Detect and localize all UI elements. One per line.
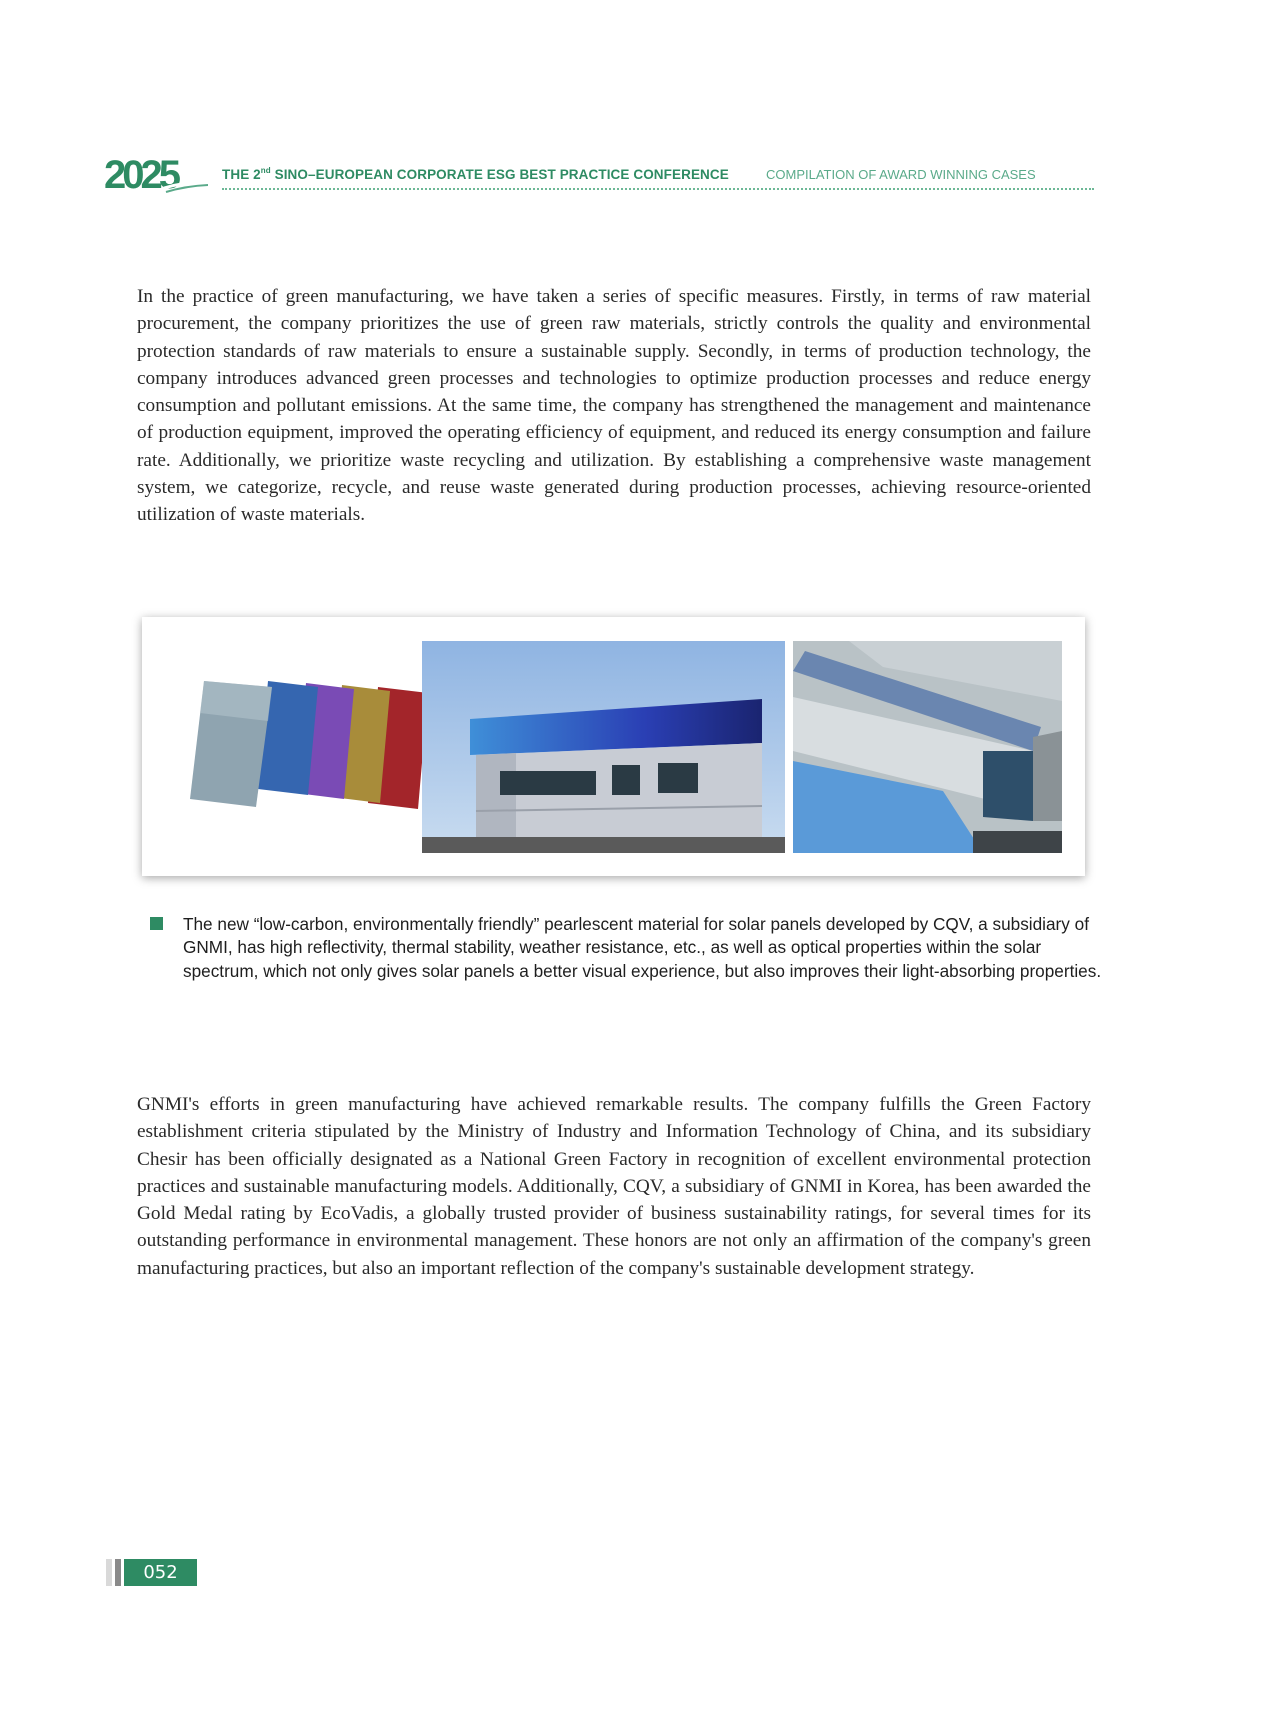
caption-text: The new “low-carbon, environmentally friendly” pearlescent material for solar panels developed by CQV, a subsidiary of GNMI, has high reflectivity, thermal stability, weather resistance, etc., as well as optical properties within the solar spectrum, which not only gives solar panels a better visual experience, but also improves their light-absorbing properties. [183,914,1102,981]
solar-panels-image [156,641,422,853]
page-number-stripe-dark [115,1559,121,1586]
body-paragraph-2: GNMI's efforts in green manufacturing have achieved remarkable results. The company fulfills the Green Factory establishment criteria stipulated by the Ministry of Industry and Information Technology of China, and its subsidiary Chesir has been officially designated as a National Green Factory in recognition of excellent environmental protection practices and sustainable manufacturing models. Additionally, CQV, a subsidiary of GNMI in Korea, has been awarded the Gold Medal rating by EcoVadis, a globally trusted provider of business sustainability ratings, for several times for its outstanding performance in environmental management. These honors are not only an affirmation of the company's green manufacturing practices, but also an important reflection of the company's sustainable development strategy. [137,1094,1091,1279]
figure-photo-strip [142,617,1085,876]
conference-title: THE 2nd SINO–EUROPEAN CORPORATE ESG BEST PRACTICE CONFERENCE [222,166,729,182]
page-number: 052 [124,1559,197,1586]
svg-text:2025: 2025 [104,153,177,196]
page-header [104,152,1094,202]
conference-subtitle: COMPILATION OF AWARD WINNING CASES [766,167,1036,182]
conference-logo [104,152,208,196]
page-number-stripe-light [106,1559,112,1586]
building-facade-image [422,641,785,853]
header-divider [222,188,1094,190]
caption-bullet-icon [150,917,163,930]
factory-aerial-image [793,641,1062,853]
body-paragraph-1: In the practice of green manufacturing, we have taken a series of specific measures. Firstly, in terms of raw material procurement, the company prioritizes the use of green raw materials, strictly controls the quality and environmental protection standards of raw materials to ensure a sustainable supply. Secondly, in terms of production technology, the company introduces advanced green processes and technologies to optimize production processes and reduce energy consumption and pollutant emissions. At the same time, the company has strengthened the management and maintenance of production equipment, improved the operating efficiency of equipment, and reduced its energy consumption and failure rate. Additionally, we prioritize waste recycling and utilization. By establishing a comprehensive waste management system, we categorize, recycle, and reuse waste generated during production processes, achieving resource-oriented utilization of waste materials. [137,286,1091,526]
